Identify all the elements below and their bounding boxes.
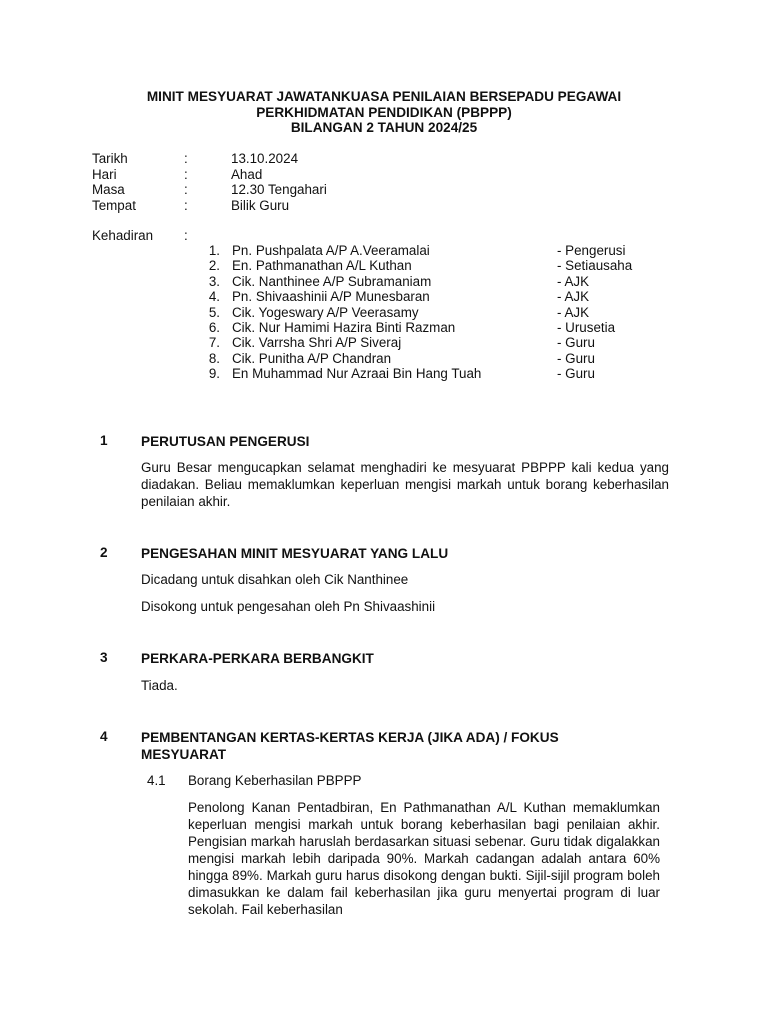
section-1-number: 1 <box>100 433 108 448</box>
meta-row-masa <box>92 182 692 198</box>
attendance-role: - AJK <box>557 289 589 305</box>
meta-row-tempat <box>92 198 692 214</box>
meta-label: Tempat <box>92 197 136 213</box>
meta-label: Masa <box>92 182 125 198</box>
attendance-colon: : <box>184 228 188 243</box>
meta-label: Tarikh <box>92 151 128 166</box>
attendance-number: 3. <box>208 273 220 289</box>
section-1-paragraph: Guru Besar mengucapkan selamat menghadiri ke mesyuarat PBPPP kali kedua yang diadakan. Beliau memaklumkan keperluan mengisi markah untuk borang keberhasilan penilaian akhir. <box>141 460 669 509</box>
meta-value: 13.10.2024 <box>231 151 299 166</box>
meta-row-tarikh <box>92 151 692 167</box>
attendance-number: 5. <box>208 304 220 320</box>
attendance-number: 2. <box>208 258 220 274</box>
meta-value: Ahad <box>231 166 263 182</box>
attendance-name: Pn. Pushpalata A/P A.Veeramalai <box>232 243 430 258</box>
attendance-number: 6. <box>208 319 220 335</box>
attendance-number: 4. <box>208 289 220 305</box>
attendance-role: - Urusetia <box>557 319 616 335</box>
attendance-role: - AJK <box>557 273 589 289</box>
attendance-number: 7. <box>208 335 220 351</box>
attendance-item <box>200 366 660 381</box>
subsection-4-1-paragraph: Penolong Kanan Pentadbiran, En Pathmanathan A/L Kuthan memaklumkan keperluan mengisi markah untuk borang keberhasilan bagi penilaian akhir. Pengisian markah haruslah berdasarkan situasi sebenar. Guru tidak digalakkan mengisi markah lebih daripada 90%. Markah cadangan adalah antara 60% hingga 89%. Markah guru harus disokong dengan bukti. Sijil-sijil program boleh dimasukkan ke dalam fail keberhasilan jika guru menyertai program di luar sekolah. Fail keberhasilan <box>188 800 660 917</box>
section-2-title: PENGESAHAN MINIT MESYUARAT YANG LALU <box>141 546 449 561</box>
section-4-title: PEMBENTANGAN KERTAS-KERTAS KERJA (JIKA ADA) / FOKUS MESYUARAT <box>141 730 559 762</box>
section-3-title: PERKARA-PERKARA BERBANGKIT <box>141 651 374 666</box>
attendance-number: 8. <box>208 350 220 366</box>
attendance-label: Kehadiran <box>92 228 154 243</box>
meta-row-hari <box>92 167 692 183</box>
meta-value: Bilik Guru <box>231 197 290 213</box>
meta-colon: : <box>184 197 188 213</box>
attendance-name: Cik. Varrsha Shri A/P Siveraj <box>232 335 402 351</box>
attendance-list <box>200 243 660 382</box>
attendance-number: 1. <box>208 243 220 258</box>
subsection-4-1-title: Borang Keberhasilan PBPPP <box>188 773 362 788</box>
attendance-name: Cik. Nur Hamimi Hazira Binti Razman <box>232 319 456 335</box>
attendance-item <box>200 351 660 366</box>
title-line-2: PERKHIDMATAN PENDIDIKAN (PBPPP) <box>256 104 512 120</box>
meta-value: 12.30 Tengahari <box>231 182 327 198</box>
attendance-role: - Setiausaha <box>557 258 633 274</box>
title-line-3: BILANGAN 2 TAHUN 2024/25 <box>290 120 478 136</box>
meta-label: Hari <box>92 166 117 182</box>
title-line-1: MINIT MESYUARAT JAWATANKUASA PENILAIAN BERSEPADU PEGAWAI <box>146 89 622 104</box>
subsection-4-1-number: 4.1 <box>147 773 166 788</box>
attendance-item <box>200 320 660 335</box>
attendance-name: Pn. Shivaashinii A/P Munesbaran <box>232 289 430 305</box>
attendance-item <box>200 258 660 273</box>
meta-colon: : <box>184 166 188 182</box>
section-2-number: 2 <box>100 545 108 560</box>
meta-colon: : <box>184 182 188 198</box>
attendance-item <box>200 289 660 304</box>
section-1-title: PERUTUSAN PENGERUSI <box>141 434 310 449</box>
attendance-item <box>200 335 660 350</box>
attendance-role: - AJK <box>557 304 589 320</box>
attendance-role: - Guru <box>557 350 595 366</box>
meta-colon: : <box>184 151 188 166</box>
attendance-number: 9. <box>208 366 220 382</box>
attendance-role: - Pengerusi <box>557 243 626 258</box>
section-3-paragraph: Tiada. <box>141 678 178 693</box>
section-2-paragraph-2: Disokong untuk pengesahan oleh Pn Shivaashinii <box>141 599 436 614</box>
attendance-role: - Guru <box>557 335 595 351</box>
attendance-item <box>200 243 660 258</box>
attendance-name: Cik. Punitha A/P Chandran <box>232 350 392 366</box>
attendance-role: - Guru <box>557 366 595 382</box>
attendance-item <box>200 305 660 320</box>
attendance-name: Cik. Yogeswary A/P Veerasamy <box>232 304 419 320</box>
section-4-number: 4 <box>100 729 108 744</box>
section-2-paragraph-1: Dicadang untuk disahkan oleh Cik Nanthinee <box>141 572 409 587</box>
attendance-name: En Muhammad Nur Azraai Bin Hang Tuah <box>232 366 482 382</box>
meeting-details <box>92 151 692 213</box>
attendance-item <box>200 274 660 289</box>
attendance-name: Cik. Nanthinee A/P Subramaniam <box>232 273 432 289</box>
attendance-name: En. Pathmanathan A/L Kuthan <box>232 258 412 274</box>
document-title <box>92 89 676 136</box>
section-3-number: 3 <box>100 650 108 665</box>
